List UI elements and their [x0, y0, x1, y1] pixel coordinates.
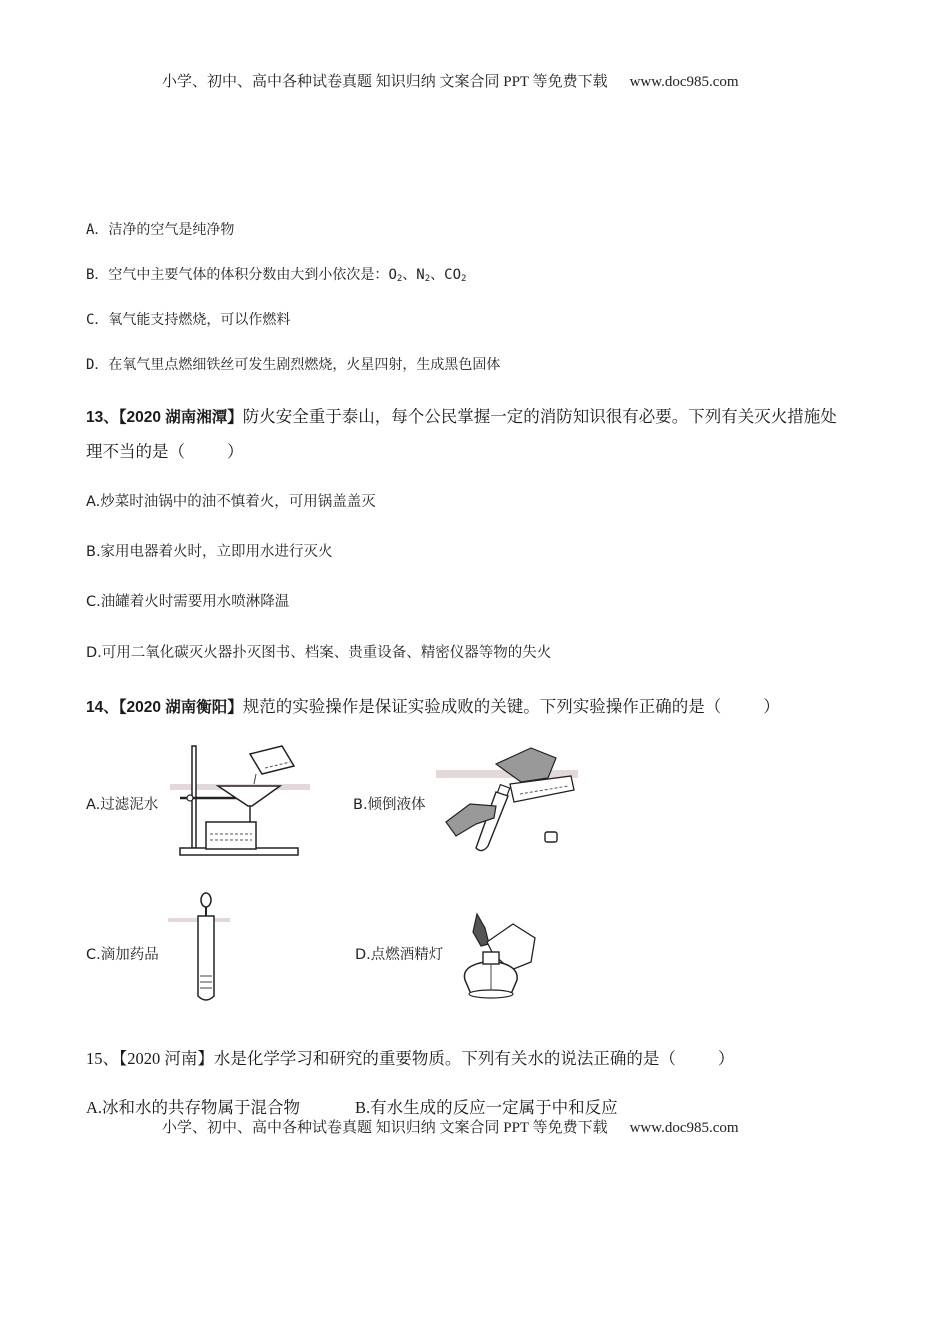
page-header	[162, 70, 739, 91]
alcohol-lamp-lighting-icon	[455, 910, 545, 1005]
q14-option-c-label: C.滴加药品	[86, 947, 159, 963]
q14-option-b-label: B.倾倒液体	[353, 797, 426, 813]
header-url-link[interactable]: www.doc985.com	[629, 74, 739, 90]
q13-stem-text: 防火安全重于泰山，每个公民掌握一定的消防知识很有必要。下列有关灭火措施处	[242, 407, 837, 426]
q14-option-a-label: A.过滤泥水	[86, 797, 159, 813]
q12-option-c: C．氧气能支持燃烧，可以作燃料	[86, 312, 291, 328]
q13-stem-line1	[86, 403, 837, 427]
q15-number: 15、	[86, 1049, 119, 1068]
q13-source: 【2020 湖南湘潭】	[118, 409, 243, 426]
dropper-test-tube-icon	[168, 890, 238, 1005]
q15-source: 【2020 河南】	[119, 1049, 214, 1068]
formula-o2: $O_2$	[388, 267, 403, 284]
q12-option-d: D．在氧气里点燃细铁丝可发生剧烈燃烧，火星四射，生成黑色固体	[86, 357, 501, 373]
formula-n2: $N_2$	[416, 267, 431, 284]
q13-option-a: A.炒菜时油锅中的油不慎着火，可用锅盖盖灭	[86, 494, 376, 510]
q14-option-d-label: D.点燃酒精灯	[355, 947, 444, 963]
q13-option-c: C.油罐着火时需要用水喷淋降温	[86, 594, 290, 610]
footer-text: 小学、初中、高中各种试卷真题 知识归纳 文案合同 PPT 等免费下载	[162, 1120, 608, 1136]
header-text: 小学、初中、高中各种试卷真题 知识归纳 文案合同 PPT 等免费下载	[162, 74, 608, 90]
q15-option-b: B.有水生成的反应一定属于中和反应	[355, 1098, 618, 1117]
q14-stem: 14、【2020 湖南衡阳】规范的实验操作是保证实验成败的关键。下列实验操作正确的是（ ）	[86, 697, 780, 716]
q15-stem: 15、【2020 河南】水是化学学习和研究的重要物质。下列有关水的说法正确的是（ ）	[86, 1049, 735, 1068]
q14-number: 14、	[86, 699, 119, 716]
q13-option-b: B.家用电器着火时，立即用水进行灭火	[86, 544, 333, 560]
q14-source: 【2020 湖南衡阳】	[118, 699, 243, 716]
filtration-apparatus-icon	[170, 742, 310, 862]
q15-option-a: A.冰和水的共存物属于混合物	[86, 1098, 301, 1117]
q12-option-b: B．空气中主要气体的体积分数由大到小依次是：$O_2$、$N_2$、$CO_2$	[86, 267, 467, 284]
pouring-liquid-icon	[436, 744, 581, 856]
q13-option-d: D.可用二氧化碳灭火器扑灭图书、档案、贵重设备、精密仪器等物的失火	[86, 645, 552, 661]
q13-stem-line2: 理不当的是（ ）	[86, 442, 244, 461]
page-footer	[162, 1116, 739, 1137]
footer-url-link[interactable]: www.doc985.com	[629, 1120, 739, 1136]
q12-option-a: A．洁净的空气是纯净物	[86, 222, 235, 238]
q12-option-b-text: B．空气中主要气体的体积分数由大到小依次是：	[86, 267, 389, 283]
formula-co2: $CO_2$	[444, 267, 467, 284]
q13-number: 13、	[86, 409, 119, 426]
